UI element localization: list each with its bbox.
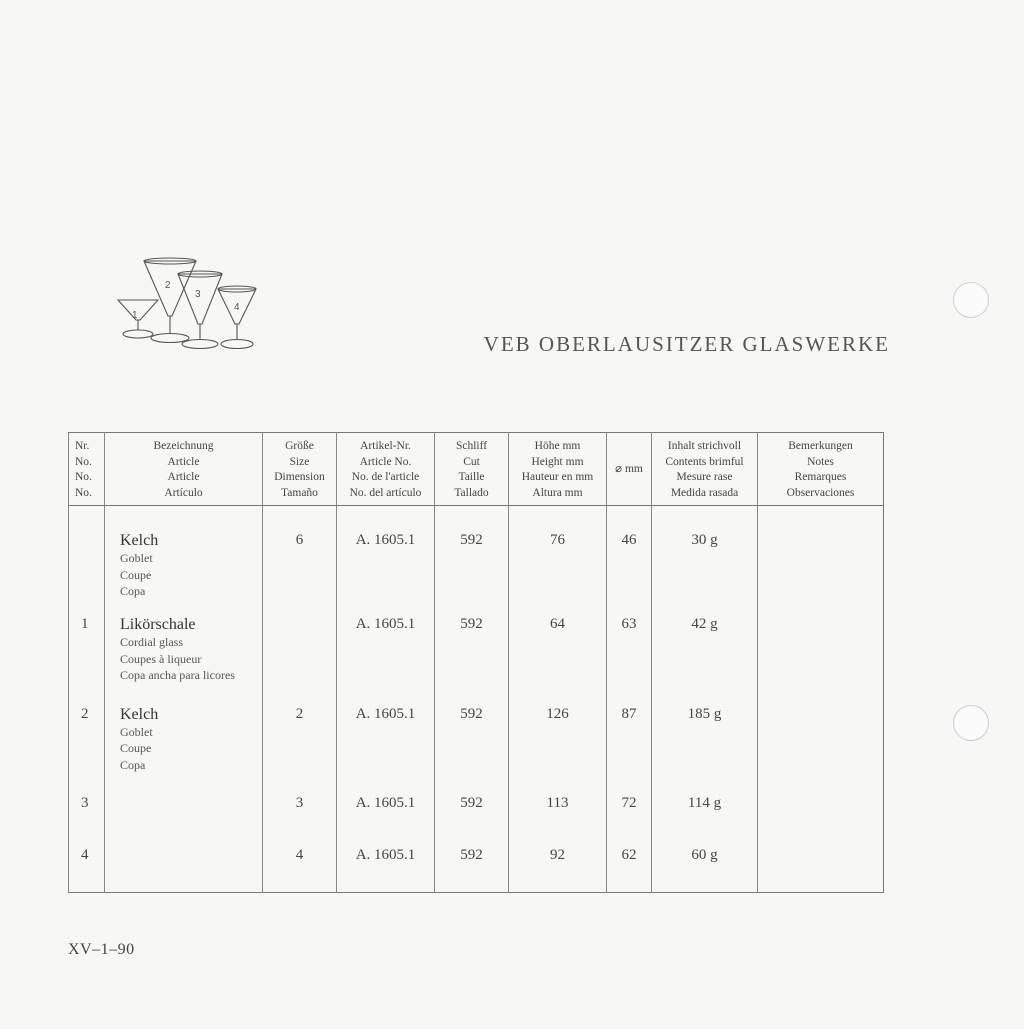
cell-size: 3 [263, 795, 337, 847]
cell-notes [758, 847, 884, 892]
cell-article-no: A. 1605.1 [337, 616, 435, 706]
cell-article-no: A. 1605.1 [337, 706, 435, 796]
punch-hole-bottom [953, 705, 989, 741]
cell-contents: 60 g [652, 847, 758, 892]
cell-nr: 4 [69, 847, 105, 892]
cell-cut: 592 [435, 506, 509, 617]
cell-cut: 592 [435, 616, 509, 706]
header-nr: Nr. No. No. No. [69, 433, 105, 506]
cell-height: 64 [509, 616, 607, 706]
cell-size: 4 [263, 847, 337, 892]
table-row [69, 506, 884, 617]
cell-article: Kelch Goblet Coupe Copa [105, 706, 263, 796]
cell-article [105, 847, 263, 892]
cell-cut: 592 [435, 795, 509, 847]
cell-diameter: 87 [607, 706, 652, 796]
cell-height: 92 [509, 847, 607, 892]
cell-nr: 2 [69, 706, 105, 796]
catalog-code: XV–1–90 [68, 941, 135, 958]
cell-notes [758, 506, 884, 617]
cell-size [263, 616, 337, 706]
glassware-illustration [112, 250, 262, 355]
cell-nr [69, 506, 105, 617]
illus-number-2: 2 [165, 280, 171, 291]
cell-notes [758, 616, 884, 706]
cell-size: 6 [263, 506, 337, 617]
cell-notes [758, 795, 884, 847]
cell-article: Likörschale Cordial glass Coupes à liqueur Copa ancha para licores [105, 616, 263, 706]
cell-diameter: 62 [607, 847, 652, 892]
header-cut: Schliff Cut Taille Tallado [435, 433, 509, 506]
cell-article-no: A. 1605.1 [337, 847, 435, 892]
cell-cut: 592 [435, 847, 509, 892]
cell-contents: 114 g [652, 795, 758, 847]
cell-nr: 1 [69, 616, 105, 706]
table-header-row [69, 433, 884, 506]
cell-diameter: 63 [607, 616, 652, 706]
cell-contents: 42 g [652, 616, 758, 706]
cell-contents: 30 g [652, 506, 758, 617]
cell-contents: 185 g [652, 706, 758, 796]
header-size: Größe Size Dimension Tamaño [263, 433, 337, 506]
illus-number-1: 1 [132, 310, 138, 321]
header-contents: Inhalt strichvoll Contents brimful Mesure rase Medida rasada [652, 433, 758, 506]
header-diameter: ⌀ mm [607, 433, 652, 506]
table-row [69, 616, 884, 706]
product-spec-table [68, 432, 884, 893]
cell-notes [758, 706, 884, 796]
table-row [69, 795, 884, 847]
header-article-no: Artikel-Nr. Article No. No. de l'article No. del artículo [337, 433, 435, 506]
cell-nr: 3 [69, 795, 105, 847]
header-height: Höhe mm Height mm Hauteur en mm Altura mm [509, 433, 607, 506]
cell-size: 2 [263, 706, 337, 796]
header-article: Bezeichnung Article Article Artículo [105, 433, 263, 506]
company-title: VEB OBERLAUSITZER GLASWERKE [483, 332, 890, 356]
cell-article [105, 795, 263, 847]
table-row [69, 706, 884, 796]
illus-number-4: 4 [234, 302, 240, 313]
cell-diameter: 46 [607, 506, 652, 617]
cell-article-no: A. 1605.1 [337, 795, 435, 847]
cell-diameter: 72 [607, 795, 652, 847]
table-row [69, 847, 884, 892]
illus-number-3: 3 [195, 289, 201, 300]
cell-height: 76 [509, 506, 607, 617]
cell-cut: 592 [435, 706, 509, 796]
cell-article: Kelch Goblet Coupe Copa [105, 506, 263, 617]
header-notes: Bemerkungen Notes Remarques Observaciones [758, 433, 884, 506]
cell-height: 126 [509, 706, 607, 796]
cell-article-no: A. 1605.1 [337, 506, 435, 617]
cell-height: 113 [509, 795, 607, 847]
punch-hole-top [953, 282, 989, 318]
